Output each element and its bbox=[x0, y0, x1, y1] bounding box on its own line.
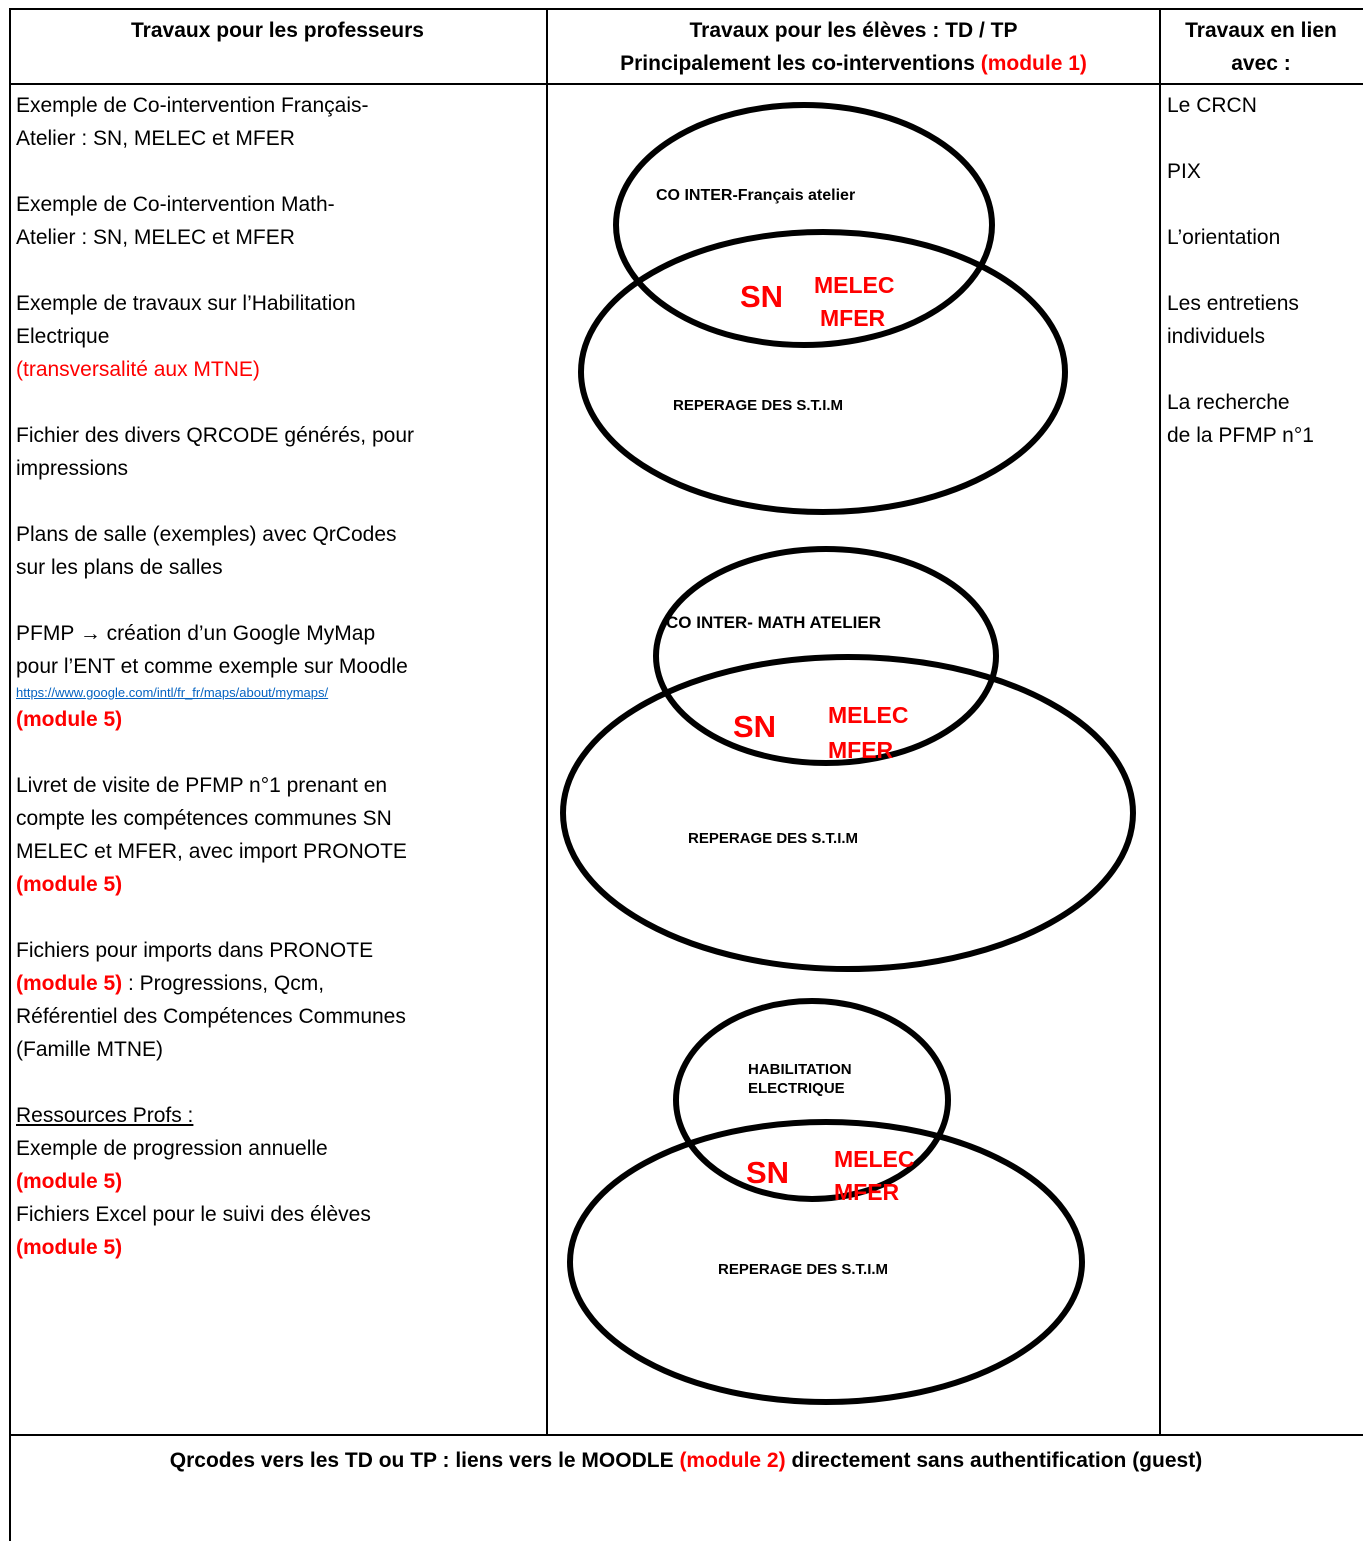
venn-diagrams bbox=[548, 85, 1159, 1434]
col1-p6-red: (module 5) bbox=[16, 708, 123, 731]
venn-melec-label: MELEC bbox=[828, 702, 909, 728]
col1-p3-l1: Exemple de travaux sur l’Habilitation bbox=[16, 292, 356, 315]
venn-bottom-label: REPERAGE DES S.T.I.M bbox=[673, 397, 844, 414]
col1-p1-l2: Atelier : SN, MELEC et MFER bbox=[16, 127, 295, 150]
venn-mfer-label: MFER bbox=[834, 1179, 900, 1205]
col3-orientation: L’orientation bbox=[1167, 226, 1281, 249]
venn-diagram-habilitation bbox=[570, 1001, 1082, 1402]
venn-sn-label: SN bbox=[733, 709, 777, 744]
header-cell-professeurs bbox=[9, 14, 546, 47]
col3-entretiens-l1: Les entretiens bbox=[1167, 292, 1299, 315]
col1-p2-l2: Atelier : SN, MELEC et MFER bbox=[16, 226, 295, 249]
column-divider-2 bbox=[1159, 8, 1161, 1436]
col3-pix: PIX bbox=[1167, 160, 1201, 183]
col1-p8-rest: : Progressions, Qcm, bbox=[122, 972, 325, 995]
venn-top-label: CO INTER- MATH ATELIER bbox=[666, 613, 881, 632]
col1-p8-l1: Fichiers pour imports dans PRONOTE bbox=[16, 939, 374, 962]
col1-p8-red: (module 5) bbox=[16, 972, 123, 995]
venn-ellipse-top bbox=[616, 105, 992, 345]
header-cell-eleves bbox=[548, 14, 1159, 80]
venn-melec-label: MELEC bbox=[814, 272, 895, 298]
footer-module2: (module 2) bbox=[679, 1449, 786, 1472]
header-module1: (module 1) bbox=[980, 52, 1087, 75]
footer-text-b: directement sans authentification (guest) bbox=[791, 1449, 1203, 1472]
venn-top-label: CO INTER-Français atelier bbox=[656, 187, 856, 204]
col1-p8-l3: Référentiel des Compétences Communes bbox=[16, 1005, 406, 1028]
col1-p9-l1: Exemple de progression annuelle bbox=[16, 1137, 328, 1160]
table-border-left bbox=[9, 8, 11, 1541]
header-professeurs: Travaux pour les professeurs bbox=[131, 19, 424, 42]
header-lien-line2: avec : bbox=[1231, 52, 1291, 75]
venn-sn-label: SN bbox=[746, 1155, 790, 1190]
arrow-right-icon: → bbox=[79, 622, 101, 645]
col1-p7-l2: compte les compétences communes SN bbox=[16, 807, 392, 830]
venn-bottom-label: REPERAGE DES S.T.I.M bbox=[718, 1261, 889, 1278]
col1-p9-l2: Fichiers Excel pour le suivi des élèves bbox=[16, 1203, 371, 1226]
col-lien bbox=[1167, 89, 1361, 452]
col1-p3-red: (transversalité aux MTNE) bbox=[16, 358, 260, 381]
col1-p9-red1: (module 5) bbox=[16, 1170, 123, 1193]
col1-p9-heading: Ressources Profs : bbox=[16, 1104, 194, 1127]
col1-p7-red: (module 5) bbox=[16, 873, 123, 896]
venn-bottom-label: REPERAGE DES S.T.I.M bbox=[688, 830, 859, 847]
col1-p4-l2: impressions bbox=[16, 457, 129, 480]
col1-p6-pfmp: PFMP bbox=[16, 622, 74, 645]
col1-p4-l1: Fichier des divers QRCODE générés, pour bbox=[16, 424, 414, 447]
venn-melec-label: MELEC bbox=[834, 1146, 915, 1172]
col1-p7-l1: Livret de visite de PFMP n°1 prenant en bbox=[16, 774, 388, 797]
col1-p1-l1: Exemple de Co-intervention Français- bbox=[16, 94, 369, 117]
header-cell-lien bbox=[1161, 14, 1361, 80]
footer-text-a: Qrcodes vers les TD ou TP : liens vers le MOODLE bbox=[169, 1449, 674, 1472]
venn-top-label-line2: ELECTRIQUE bbox=[748, 1080, 845, 1097]
venn-sn-label: SN bbox=[740, 279, 784, 314]
header-eleves-line2 bbox=[548, 47, 1159, 80]
col1-p8-l4: (Famille MTNE) bbox=[16, 1038, 163, 1061]
col-professeurs bbox=[16, 89, 544, 1264]
header-eleves-line1: Travaux pour les élèves : TD / TP bbox=[689, 19, 1018, 42]
col3-entretiens-l2: individuels bbox=[1167, 325, 1266, 348]
venn-diagram-francais bbox=[581, 105, 1065, 512]
venn-top-label-line1: HABILITATION bbox=[748, 1061, 852, 1078]
col1-p8-l2 bbox=[16, 967, 544, 1000]
col1-p9-red2: (module 5) bbox=[16, 1236, 123, 1259]
col-eleves bbox=[548, 85, 1159, 1434]
footer-cell bbox=[9, 1444, 1363, 1477]
mymaps-link[interactable]: https://www.google.com/intl/fr_fr/maps/about/mymaps/ bbox=[16, 685, 329, 700]
document-table bbox=[9, 8, 1363, 1541]
header-lien-line1: Travaux en lien bbox=[1185, 19, 1337, 42]
col1-p6-l1 bbox=[16, 617, 544, 650]
col1-p3-l2: Electrique bbox=[16, 325, 110, 348]
header-eleves-text: Principalement les co-interventions bbox=[620, 52, 975, 75]
venn-mfer-label: MFER bbox=[828, 737, 894, 763]
col1-p7-l3: MELEC et MFER, avec import PRONOTE bbox=[16, 840, 407, 863]
col1-p5-l2: sur les plans de salles bbox=[16, 556, 223, 579]
col1-p2-l1: Exemple de Co-intervention Math- bbox=[16, 193, 335, 216]
col3-recherche-l2: de la PFMP n°1 bbox=[1167, 424, 1314, 447]
col3-crcn: Le CRCN bbox=[1167, 94, 1257, 117]
col1-p6-l2: pour l’ENT et comme exemple sur Moodle bbox=[16, 655, 408, 678]
col1-p5-l1: Plans de salle (exemples) avec QrCodes bbox=[16, 523, 397, 546]
col1-p6-mymap: création d’un Google MyMap bbox=[106, 622, 376, 645]
venn-diagram-math bbox=[563, 549, 1133, 969]
col3-recherche-l1: La recherche bbox=[1167, 391, 1290, 414]
venn-mfer-label: MFER bbox=[820, 305, 886, 331]
